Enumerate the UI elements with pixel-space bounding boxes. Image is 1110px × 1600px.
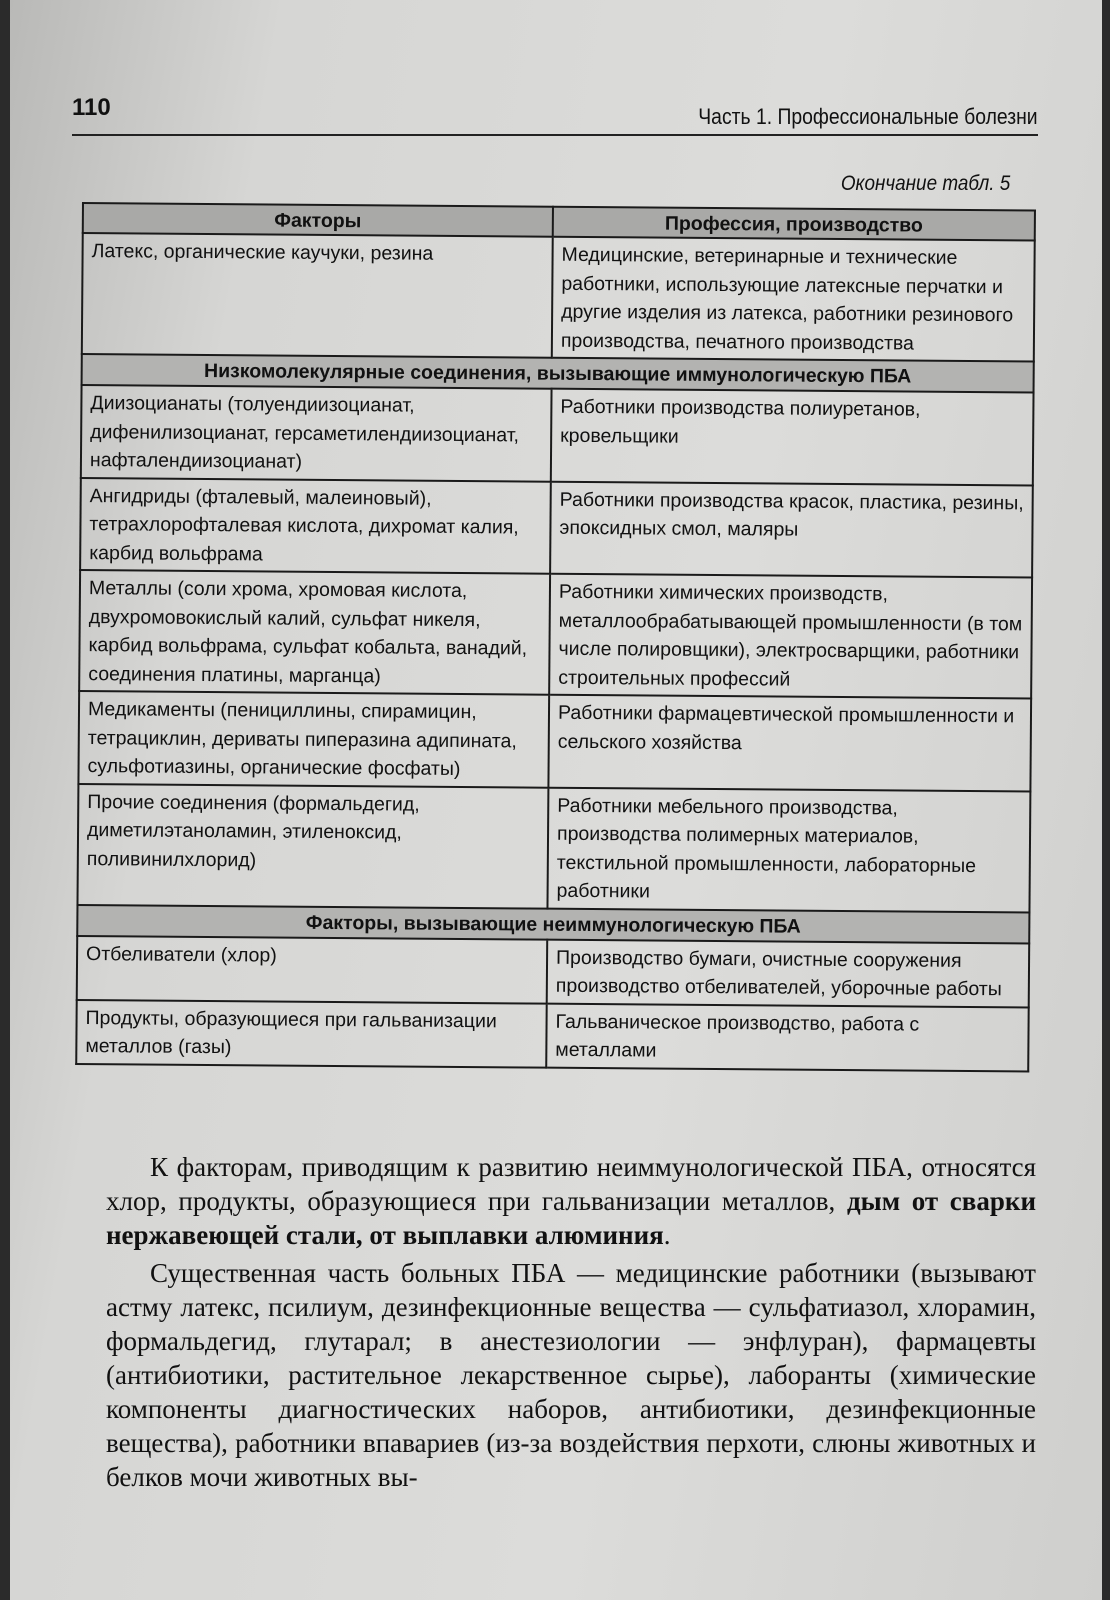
profession-cell: Медицинские, ветеринарные и технические работники, использующие латексные перчатки и другие изделия из латекса, работники резинового производства, печатного производства (552, 237, 1035, 362)
factors-table (75, 202, 1036, 1072)
factor-cell: Металлы (соли хрома, хромовая кислота, двухромовокислый калий, сульфат никеля, карбид вольфрама, сульфат кобальта, ванадий, соединения платины, марганца) (79, 570, 550, 695)
section-heading: Низкомолекулярные соединения, вызывающие иммунологическую ПБА (82, 354, 1034, 392)
factor-cell: Медикаменты (пенициллины, спирамицин, тетрациклин, дериваты пиперазина адипината, сульфотиазины, органические фосфаты) (78, 691, 549, 787)
table-row (80, 477, 1033, 577)
paragraph-text: Существенная часть больных ПБА — медицинские работники (вызывают астму латекс, псилиум, дезинфекционные вещества — сульфатиазол, хлорамин, формальдегид, глутарал; в анестезиологии — энфлуран), фармацевты (антибиотики, растительное лекарственное сырье), лаборанты (химические компоненты диагностических наборов, антибиотики, дезинфекционные вещества), работники впавариев (из-за воздействия перхоти, слюны животных и белков мочи животных вы- (106, 1258, 1036, 1492)
profession-cell: Работники химических производств, металлообрабатывающей промышленности (в том числе полировщики), электросварщики, работники строительных профессий (549, 574, 1032, 699)
profession-cell: Работники фармацевтической промышленности и сельского хозяйства (548, 695, 1031, 791)
profession-cell: Работники производства полиуретанов, кровельщики (551, 389, 1034, 485)
table-row (79, 570, 1032, 698)
factor-cell: Отбеливатели (хлор) (77, 935, 547, 1003)
section-heading: Факторы, вызывающие неиммунологическую ПБА (77, 904, 1029, 942)
running-title: Часть 1. Профессиональные болезни (698, 104, 1038, 129)
table-row (76, 999, 1028, 1070)
profession-cell: Производство бумаги, очистные сооружения производство отбеливателей, уборочные работы (547, 939, 1029, 1007)
bold-emphasis: дым от сварки нержавеющей стали, от выплавки алюминия (106, 1186, 1037, 1250)
page-header (72, 92, 1038, 136)
column-header-profession: Профессия, производство (553, 207, 1035, 241)
page-number: 110 (72, 94, 111, 121)
table-row (81, 385, 1034, 485)
table-row (82, 233, 1035, 361)
factor-cell: Продукты, образующиеся при гальванизации металлов (газы) (76, 999, 546, 1067)
paragraph (106, 1150, 1036, 1252)
table-row (77, 783, 1030, 911)
factor-cell: Прочие соединения (формальдегид, диметилэтаноламин, этиленоксид, поливинилхлорид) (77, 783, 548, 908)
paragraph (106, 1256, 1036, 1494)
profession-cell: Работники мебельного производства, производства полимерных материалов, текстильной промышленности, лабораторные работники (547, 787, 1030, 912)
paragraph-end: . (663, 1220, 671, 1250)
body-text (106, 1150, 1036, 1494)
table-caption: Окончание табл. 5 (840, 172, 1010, 195)
column-header-factors: Факторы (83, 203, 553, 237)
factor-cell: Латекс, органические каучуки, резина (82, 233, 553, 358)
factor-cell: Ангидриды (фталевый, малеиновый), тетрахлорофталевая кислота, дихромат калия, карбид вольфрама (80, 477, 551, 573)
factor-cell: Диизоцианаты (толуендиизоцианат, дифенилизоцианат, герсаметилендиизоцианат, нафталендиизоцианат) (81, 385, 552, 481)
table-row (77, 935, 1029, 1006)
profession-cell: Гальваническое производство, работа с металлами (546, 1003, 1028, 1071)
book-page (10, 0, 1102, 1600)
profession-cell: Работники производства красок, пластика, резины, эпоксидных смол, маляры (550, 481, 1033, 577)
paragraph-text: К факторам, приводящим к развитию неиммунологической ПБА, относятся хлор, продукты, образующиеся при гальванизации металлов, (106, 1152, 1036, 1216)
table-row (78, 691, 1031, 791)
